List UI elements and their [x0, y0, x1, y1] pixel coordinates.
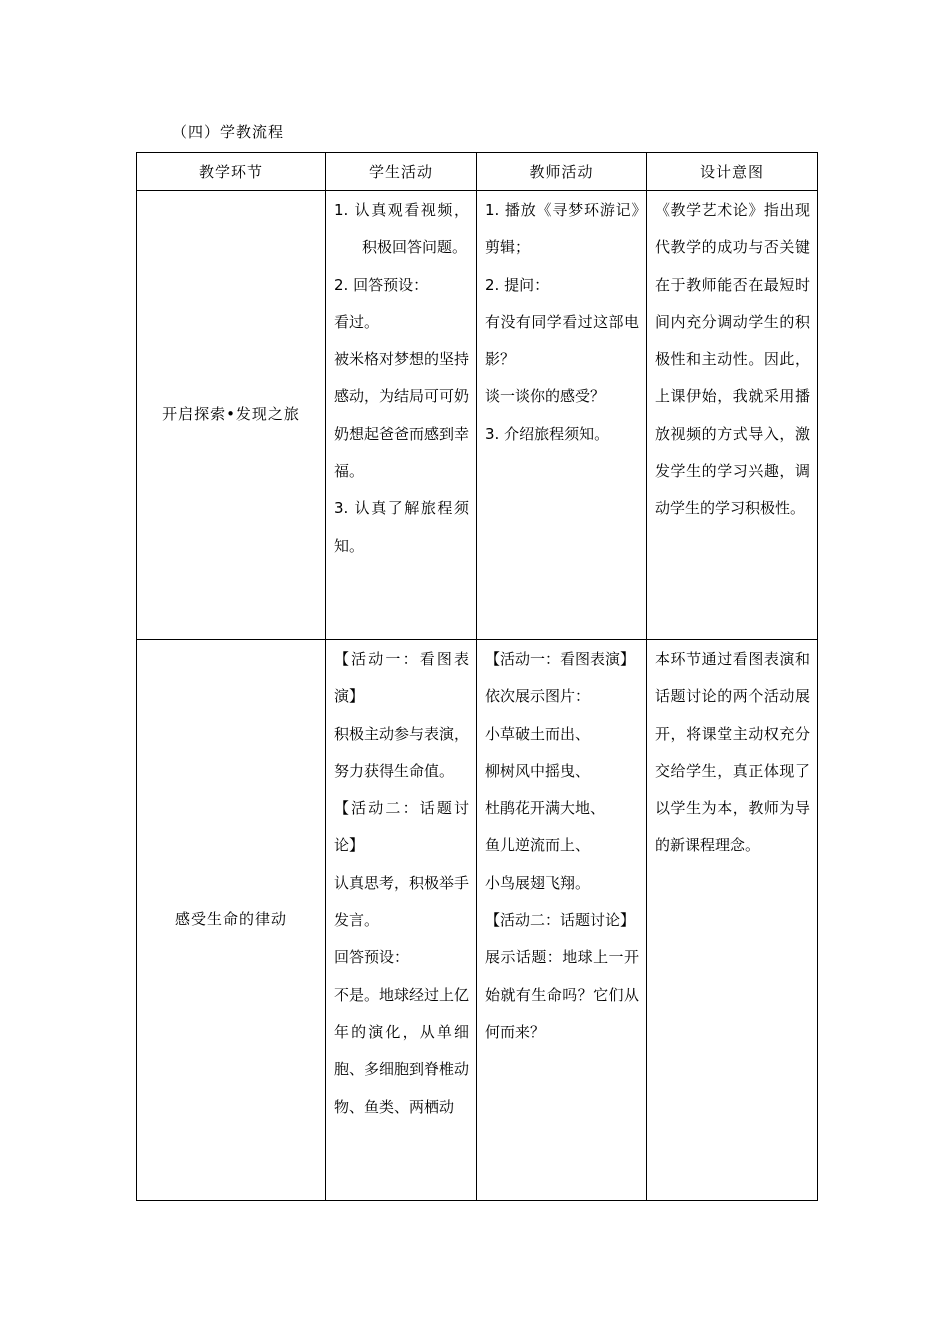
- student-item: 看过。: [334, 312, 380, 331]
- header-stage: 教学环节: [137, 153, 326, 191]
- teacher-item: 2. 提问：: [485, 275, 550, 294]
- teaching-flow-table: [136, 152, 818, 1201]
- student-item: 积极主动参与表演，努力获得生命值。: [334, 724, 469, 780]
- student-item: 不是。地球经过上亿年的演化，从单细胞、多细胞到脊椎动物、鱼类、两栖动: [334, 985, 469, 1116]
- teacher-item: 小草破土而出、: [485, 724, 591, 743]
- student-activity-cell: [326, 191, 477, 640]
- teacher-item: 展示话题：地球上一开始就有生命吗？它们从何而来？: [485, 948, 639, 1041]
- stage-cell: 感受生命的律动: [137, 640, 326, 1201]
- intent-text: 《教学艺术论》指出现代教学的成功与否关键在于教师能否在最短时间内充分调动学生的积极性和主动性。因此，上课伊始，我就采用播放视频的方式导入，激发学生的学习兴趣，调动学生的学习积极性。: [655, 201, 810, 518]
- header-design-intent: 设计意图: [647, 153, 818, 191]
- stage-cell: 开启探索•发现之旅: [137, 191, 326, 640]
- teacher-item: 依次展示图片：: [485, 687, 591, 706]
- teacher-item: 有没有同学看过这部电影？: [485, 312, 639, 369]
- teacher-item: 鱼儿逆流而上、: [485, 836, 591, 855]
- design-intent-cell: [647, 640, 818, 1201]
- teacher-item: 谈一谈你的感受？: [485, 387, 606, 406]
- design-intent-cell: [647, 191, 818, 640]
- header-student-activity: 学生活动: [326, 153, 477, 191]
- teacher-item: 3. 介绍旅程须知。: [485, 424, 610, 443]
- table-row: [137, 191, 818, 640]
- table-header-row: [137, 153, 818, 191]
- student-item: 1. 认真观看视频，积极回答问题。: [334, 201, 469, 257]
- teacher-item: 【活动二：话题讨论】: [485, 911, 636, 930]
- teacher-item: 1. 播放《寻梦环游记》剪辑；: [485, 201, 639, 257]
- teacher-item: 【活动一：看图表演】: [485, 650, 636, 668]
- teacher-item: 小鸟展翅飞翔。: [485, 873, 591, 892]
- intent-text: 本环节通过看图表演和话题讨论的两个活动展开，将课堂主动权充分交给学生，真正体现了以学生为本，教师为导的新课程理念。: [655, 650, 810, 855]
- student-item: 被米格对梦想的坚持感动，为结局可可奶奶想起爸爸而感到幸福。: [334, 350, 470, 481]
- teacher-activity-cell: [477, 640, 647, 1201]
- teacher-activity-cell: [477, 191, 647, 640]
- student-item: 认真思考，积极举手发言。: [334, 873, 469, 930]
- header-teacher-activity: 教师活动: [477, 153, 647, 191]
- teacher-item: 杜鹃花开满大地、: [485, 799, 606, 818]
- section-title: （四）学教流程: [172, 123, 285, 141]
- student-item: 3. 认真了解旅程须知。: [334, 499, 469, 555]
- teacher-item: 柳树风中摇曳、: [485, 761, 591, 780]
- student-item: 回答预设：: [334, 948, 410, 967]
- student-activity-cell: [326, 640, 477, 1201]
- student-item: 2. 回答预设：: [334, 275, 429, 294]
- table-row: [137, 640, 818, 1201]
- student-item: 【活动一：看图表演】: [334, 650, 469, 706]
- student-item: 【活动二：话题讨论】: [334, 799, 469, 855]
